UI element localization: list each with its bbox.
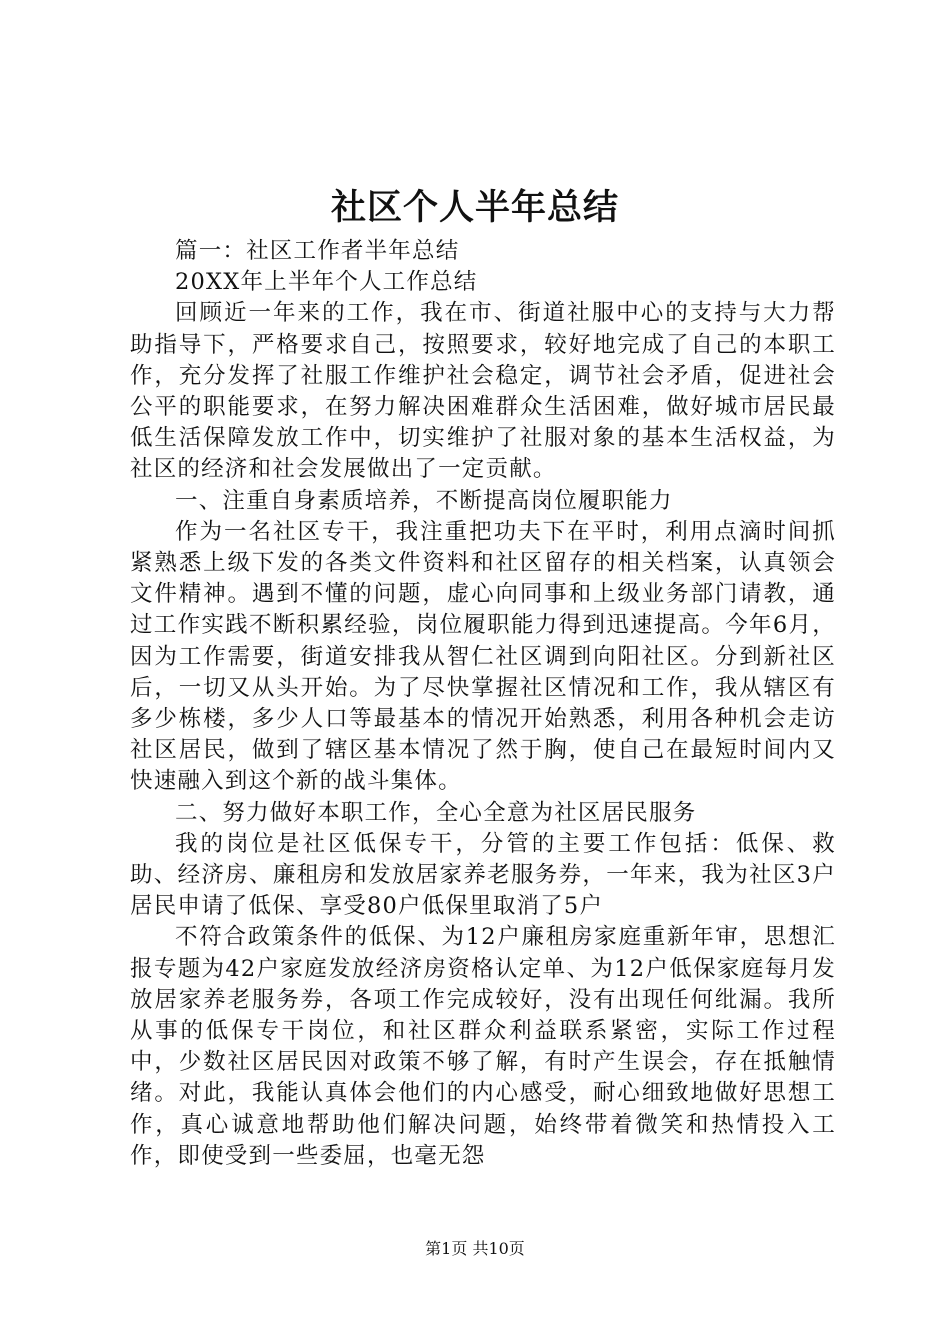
document-title: 社区个人半年总结	[330, 187, 619, 228]
paragraph-review: 回顾近一年来的工作，我在市、街道社服中心的支持与大力帮助指导下，严格要求自己，按照要求，较好地完成了自己的本职工作，充分发挥了社服工作维护社会稳定，调节社会矛盾，促进社会公平的职能要求，在努力解决困难群众生活困难，做好城市居民最低生活保障发放工作中，切实维护了社服对象的基本生活权益，为社区的经济和社会发展做出了一定贡献。	[130, 300, 836, 483]
summary-heading: 20XX年上半年个人工作总结	[175, 269, 478, 296]
page-footer: 第1页 共10页	[425, 1239, 525, 1258]
section-heading-1: 篇一：社区工作者半年总结	[175, 238, 460, 264]
paragraph-details: 不符合政策条件的低保、为12户廉租房家庭重新年审，思想汇报专题为42户家庭发放经济房资格认定单、为12户低保家庭每月发放居家养老服务券，各项工作完成较好，没有出现任何纰漏。我所从事的低保专干岗位，和社区群众利益联系紧密，实际工作过程中，少数社区居民因对政策不够了解，有时产生误会，存在抵触情绪。对此，我能认真体会他们的内心感受，耐心细致地做好思想工作，真心诚意地帮助他们解决问题，始终带着微笑和热情投入工作，即使受到一些委屈，也毫无怨	[130, 924, 836, 1169]
subheading-quality: 一、注重自身素质培养，不断提高岗位履职能力	[175, 487, 673, 514]
subheading-service: 二、努力做好本职工作，全心全意为社区居民服务	[175, 799, 697, 826]
paragraph-duties: 我的岗位是社区低保专干，分管的主要工作包括：低保、救助、经济房、廉租房和发放居家养老服务券，一年来，我为社区3户居民申请了低保、享受80户低保里取消了5户	[130, 830, 836, 920]
paragraph-quality: 作为一名社区专干，我注重把功夫下在平时，利用点滴时间抓紧熟悉上级下发的各类文件资料和社区留存的相关档案，认真领会文件精神。遇到不懂的问题，虚心向同事和上级业务部门请教，通过工作实践不断积累经验，岗位履职能力得到迅速提高。今年6月，因为工作需要，街道安排我从智仁社区调到向阳社区。分到新社区后，一切又从头开始。为了尽快掌握社区情况和工作，我从辖区有多少栋楼，多少人口等最基本的情况开始熟悉，利用各种机会走访社区居民，做到了辖区基本情况了然于胸，使自己在最短时间内又快速融入到这个新的战斗集体。	[130, 518, 836, 795]
document-body	[130, 236, 836, 1172]
